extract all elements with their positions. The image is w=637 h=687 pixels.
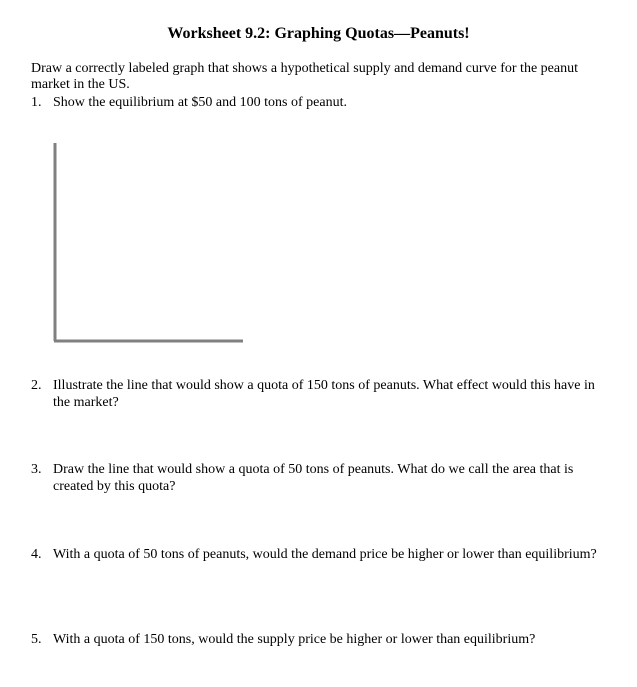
question-4: [31, 546, 611, 580]
question-2: [31, 377, 611, 411]
question-1: [31, 94, 611, 111]
question-5: [31, 631, 611, 648]
question-text: With a quota of 150 tons, would the supply price be higher or lower than equilibrium?: [53, 632, 536, 647]
question-text: With a quota of 50 tons of peanuts, would the demand price be higher or lower than equilibrium?: [53, 547, 597, 562]
intro-instructions: Draw a correctly labeled graph that shows a hypothetical supply and demand curve for the peanut market in the US.: [31, 61, 578, 92]
question-text: Draw the line that would show a quota of 50 tons of peanuts. What do we call the area that is created by this quota?: [53, 462, 574, 494]
page-title: Worksheet 9.2: Graphing Quotas—Peanuts!: [167, 25, 470, 42]
question-3: [31, 461, 611, 495]
question-number: 3.: [31, 462, 42, 477]
question-number: 4.: [31, 547, 42, 562]
question-number: 2.: [31, 378, 42, 393]
question-text: Show the equilibrium at $50 and 100 tons of peanut.: [53, 95, 347, 110]
question-number: 1.: [31, 95, 42, 110]
blank-graph-axes: [51, 143, 247, 345]
question-number: 5.: [31, 632, 42, 647]
question-text: Illustrate the line that would show a quota of 150 tons of peanuts. What effect would this have in the market?: [53, 378, 595, 410]
